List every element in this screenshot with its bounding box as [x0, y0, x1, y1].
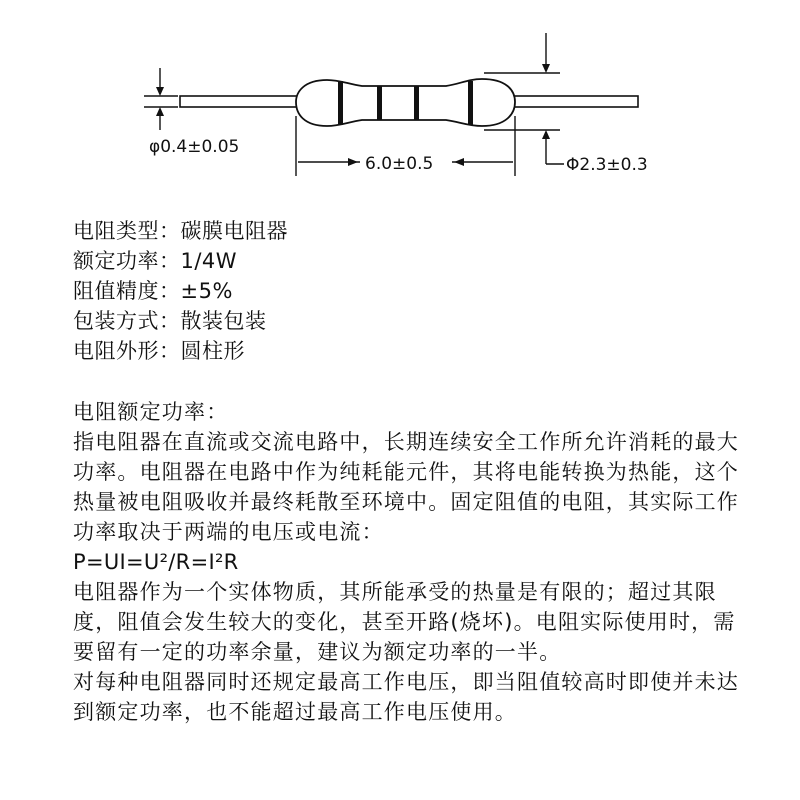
spec-label: 阻值精度： [73, 279, 181, 303]
resistor-band-3 [414, 86, 419, 120]
spec-row-tolerance [73, 276, 753, 306]
spec-row-type [73, 216, 753, 246]
lead-diameter-dimension [144, 68, 178, 130]
spec-value: 圆柱形 [180, 339, 245, 363]
spec-row-power [73, 246, 753, 276]
spec-value: 碳膜电阻器 [180, 219, 288, 243]
description-heading: 电阻额定功率： [73, 400, 229, 424]
spec-value: 1/4W [180, 249, 238, 273]
resistor-band-4 [468, 81, 473, 125]
power-formula: P=UI=U²/R=I²R [73, 550, 239, 574]
spec-value: ±5% [180, 279, 233, 303]
description-paragraph-2: 电阻器作为一个实体物质，其所能承受的热量是有限的；超过其限度，阻值会发生较大的变化，甚至开路(烧坏)。电阻实际使用时，需要留有一定的功率余量，建议为额定功率的一半。 [73, 580, 736, 664]
power-description [73, 397, 753, 727]
resistor-dimension-diagram [0, 0, 800, 200]
body-length-label: 6.0±0.5 [365, 154, 434, 174]
left-lead-wire [180, 96, 300, 107]
spec-list [73, 216, 753, 366]
description-paragraph-3: 对每种电阻器同时还规定最高工作电压，即当阻值较高时即使并未达到额定功率，也不能超过最高工作电压使用。 [73, 670, 739, 724]
resistor-body [296, 79, 515, 126]
body-diameter-label: Φ2.3±0.3 [566, 155, 648, 175]
resistor-band-2 [377, 86, 382, 120]
spec-label: 包装方式： [73, 309, 181, 333]
spec-row-shape [73, 336, 753, 366]
spec-label: 额定功率： [73, 249, 181, 273]
spec-row-packaging [73, 306, 753, 336]
spec-value: 散装包装 [180, 309, 267, 333]
lead-diameter-label: φ0.4±0.05 [149, 137, 240, 157]
description-paragraph-1: 指电阻器在直流或交流电路中，长期连续安全工作所允许消耗的最大功率。电阻器在电路中作为纯耗能元件，其将电能转换为热能，这个热量被电阻吸收并最终耗散至环境中。固定阻值的电阻，其实际工作功率取决于两端的电压或电流： [73, 430, 739, 544]
spec-label: 电阻外形： [73, 339, 181, 363]
resistor-band-1 [338, 81, 343, 125]
right-lead-wire [508, 96, 638, 107]
spec-label: 电阻类型： [73, 219, 181, 243]
